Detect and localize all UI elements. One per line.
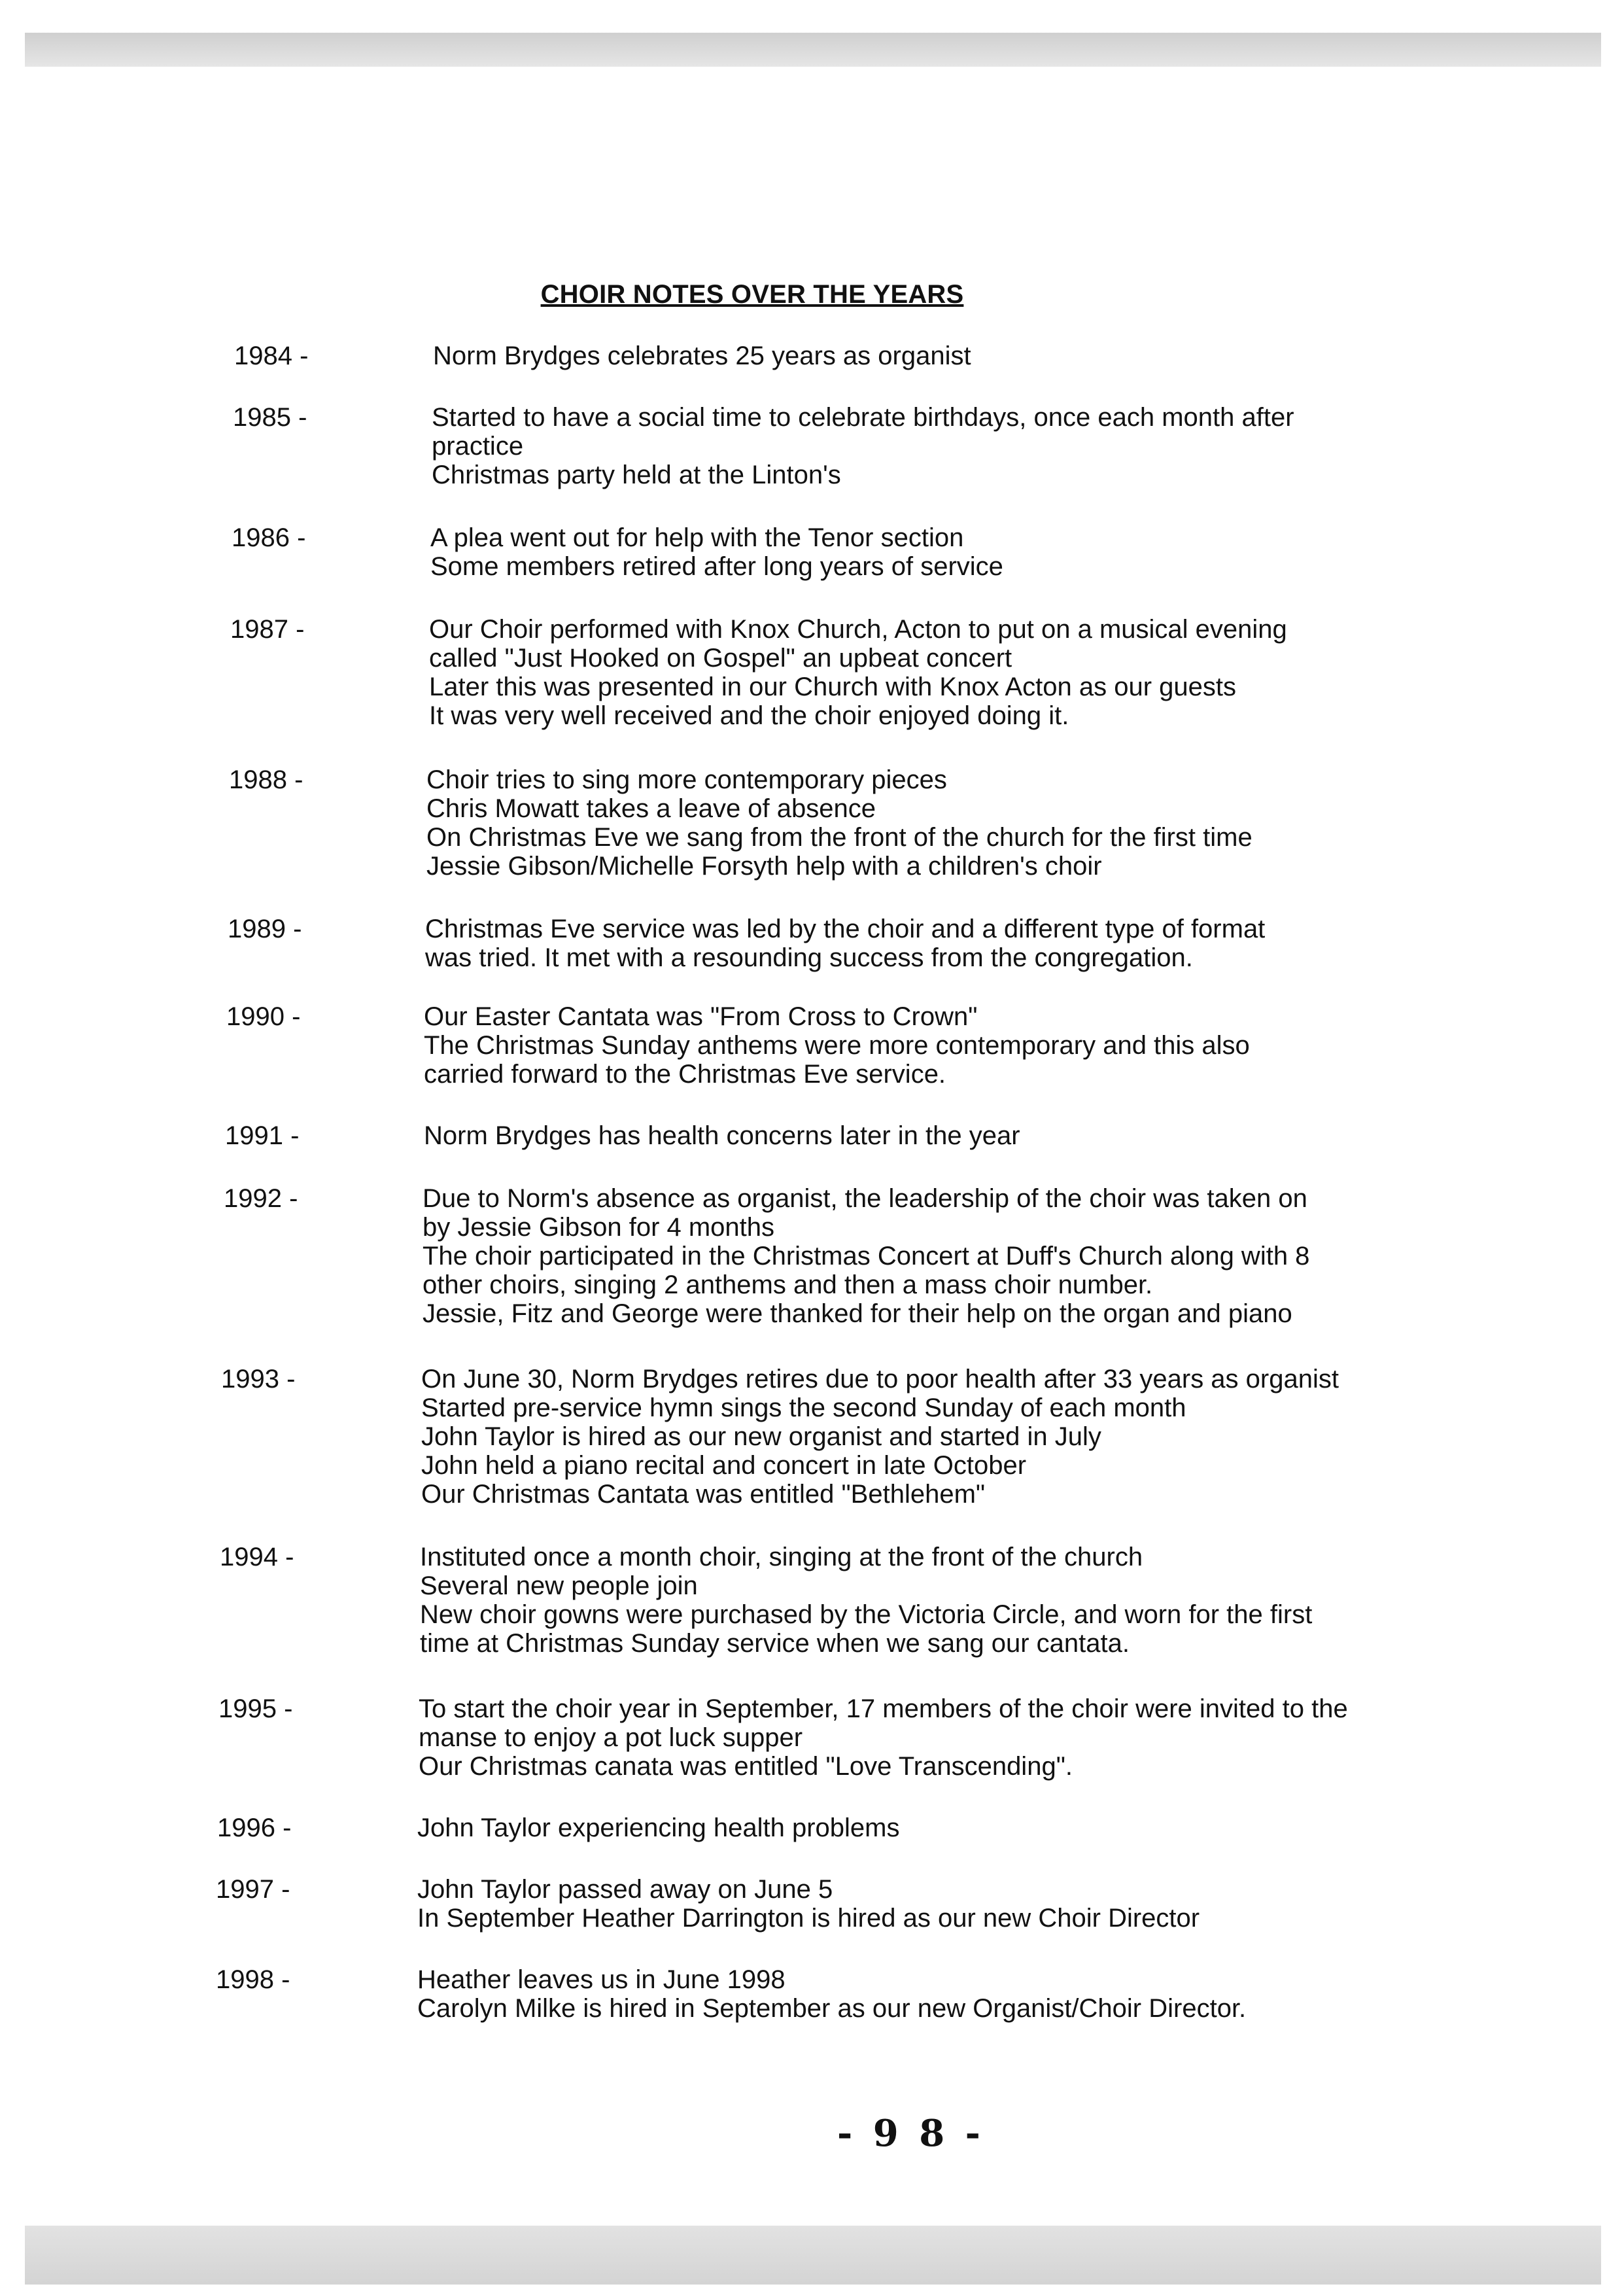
note-line: Jessie Gibson/Michelle Forsyth help with a children's choir [426, 852, 1102, 881]
note-line: To start the choir year in September, 17 members of the choir were invited to the [419, 1694, 1348, 1723]
note-line: A plea went out for help with the Tenor section [430, 523, 964, 552]
note-line: John Taylor passed away on June 5 [417, 1875, 833, 1904]
entry-notes [417, 1965, 1246, 2023]
note-line: The choir participated in the Christmas Concert at Duff's Church along with 8 [423, 1242, 1310, 1270]
entry-year: 1995 - [218, 1694, 293, 1723]
note-line: Jessie, Fitz and George were thanked for their help on the organ and piano [423, 1299, 1292, 1328]
note-line: time at Christmas Sunday service when we sang our cantata. [420, 1629, 1130, 1658]
note-line: Heather leaves us in June 1998 [417, 1965, 786, 1994]
entry-notes [430, 523, 1003, 581]
note-line: Our Christmas Cantata was entitled "Bethlehem" [421, 1480, 986, 1509]
note-line: John Taylor is hired as our new organist and started in July [421, 1422, 1101, 1451]
note-line: Norm Brydges celebrates 25 years as organist [433, 342, 971, 370]
entry-year: 1990 - [226, 1002, 301, 1031]
page-number: - 9 8 - [837, 2112, 984, 2155]
note-line: On June 30, Norm Brydges retires due to poor health after 33 years as organist [421, 1365, 1339, 1393]
entry-notes [420, 1543, 1312, 1658]
note-line: In September Heather Darrington is hired as our new Choir Director [417, 1904, 1200, 1933]
note-line: carried forward to the Christmas Eve service. [424, 1060, 946, 1089]
entry-year: 1997 - [216, 1875, 290, 1904]
entry-year: 1989 - [228, 915, 302, 943]
entry-notes [429, 615, 1287, 730]
entry-notes [417, 1875, 1200, 1933]
note-line: Christmas Eve service was led by the choir and a different type of format [425, 915, 1266, 943]
note-line: Chris Mowatt takes a leave of absence [426, 794, 876, 823]
entry-year: 1987 - [230, 615, 305, 644]
note-line: It was very well received and the choir enjoyed doing it. [429, 701, 1069, 730]
note-line: Carolyn Milke is hired in September as our new Organist/Choir Director. [417, 1994, 1247, 2023]
note-line: called "Just Hooked on Gospel" an upbeat concert [429, 644, 1012, 673]
note-line: John held a piano recital and concert in late October [421, 1451, 1027, 1480]
note-line: Our Christmas canata was entitled "Love Transcending". [419, 1752, 1073, 1781]
note-line: John Taylor experiencing health problems [417, 1813, 900, 1842]
entry-year: 1993 - [221, 1365, 296, 1393]
note-line: other choirs, singing 2 anthems and then a mass choir number. [423, 1270, 1153, 1299]
note-line: Instituted once a month choir, singing at the front of the church [420, 1543, 1143, 1571]
entry-year: 1998 - [216, 1965, 290, 1994]
page-title: CHOIR NOTES OVER THE YEARS [540, 280, 964, 309]
entry-notes [417, 1813, 899, 1842]
entry-notes [433, 342, 971, 370]
entry-year: 1992 - [224, 1184, 298, 1213]
entry-notes [419, 1694, 1348, 1781]
entry-year: 1985 - [233, 403, 307, 432]
entry-year: 1988 - [229, 765, 303, 794]
note-line: Later this was presented in our Church with Knox Acton as our guests [429, 673, 1237, 701]
entry-year: 1984 - [234, 342, 309, 370]
entry-notes [426, 765, 1253, 881]
note-line: Started to have a social time to celebrate birthdays, once each month after [432, 403, 1294, 432]
note-line: manse to enjoy a pot luck supper [419, 1723, 803, 1752]
entry-notes [421, 1365, 1339, 1509]
note-line: practice [432, 432, 524, 461]
entry-year: 1986 - [232, 523, 306, 552]
entry-notes [423, 1184, 1309, 1328]
note-line: Started pre-service hymn sings the second Sunday of each month [421, 1393, 1186, 1422]
note-line: On Christmas Eve we sang from the front of the church for the first time [426, 823, 1253, 852]
note-line: Due to Norm's absence as organist, the leadership of the choir was taken on [423, 1184, 1307, 1213]
note-line: was tried. It met with a resounding success from the congregation. [425, 943, 1193, 972]
note-line: Some members retired after long years of service [430, 552, 1003, 581]
entry-notes [424, 1002, 1250, 1089]
entry-year: 1994 - [220, 1543, 294, 1571]
note-line: Norm Brydges has health concerns later in the year [424, 1121, 1020, 1150]
note-line: Choir tries to sing more contemporary pieces [426, 765, 947, 794]
entry-notes [424, 1121, 1020, 1150]
entry-notes [425, 915, 1265, 972]
entry-year: 1991 - [225, 1121, 300, 1150]
entry-notes [432, 403, 1294, 489]
note-line: The Christmas Sunday anthems were more contemporary and this also [424, 1031, 1250, 1060]
note-line: Several new people join [420, 1571, 698, 1600]
scan-edge-bottom [25, 2226, 1601, 2285]
note-line: New choir gowns were purchased by the Victoria Circle, and worn for the first [420, 1600, 1313, 1629]
note-line: Christmas party held at the Linton's [432, 461, 841, 489]
note-line: by Jessie Gibson for 4 months [423, 1213, 775, 1242]
note-line: Our Easter Cantata was "From Cross to Crown" [424, 1002, 978, 1031]
entry-year: 1996 - [217, 1813, 292, 1842]
note-line: Our Choir performed with Knox Church, Acton to put on a musical evening [429, 615, 1287, 644]
